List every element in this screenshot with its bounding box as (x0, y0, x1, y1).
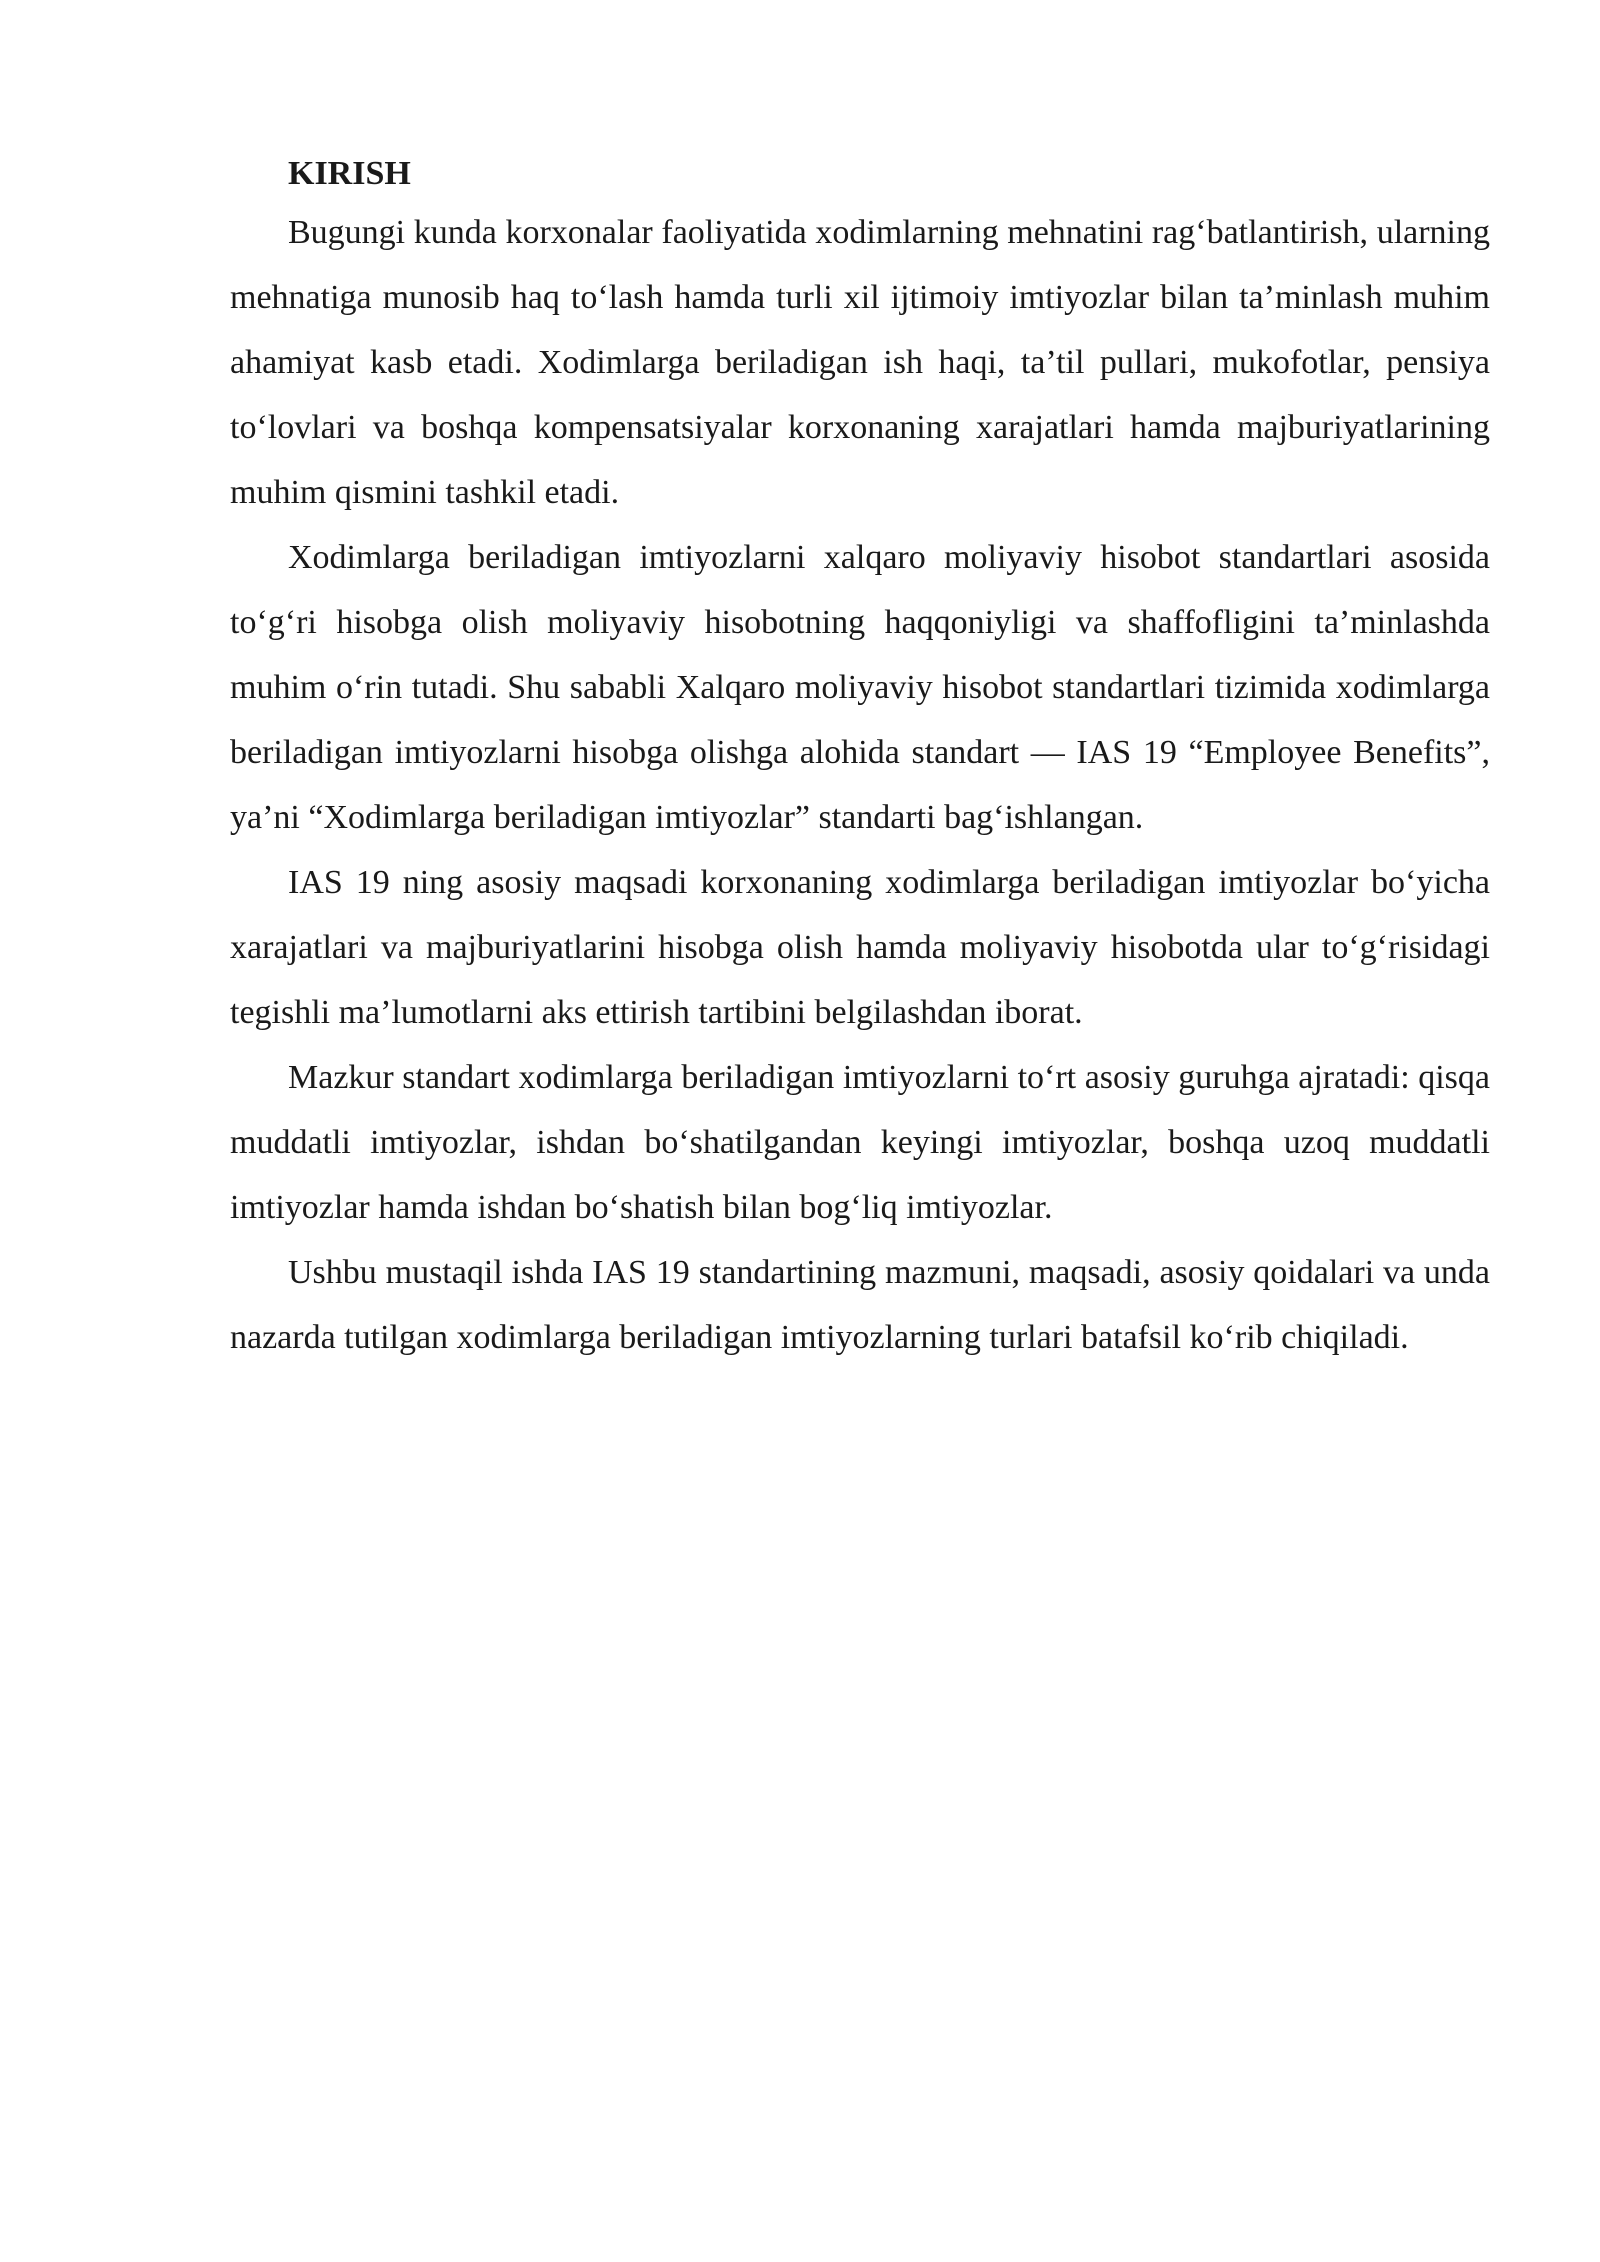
section-heading: KIRISH (288, 155, 411, 192)
paragraph-5: Ushbu mustaqil ishda IAS 19 standartining mazmuni, maqsadi, asosiy qoidalari va unda nazarda tutilgan xodimlarga beriladigan imtiyozlarning turlari batafsil ko‘rib chiqiladi. (230, 1254, 1490, 1356)
page-content (230, 148, 1490, 1370)
paragraph-3: IAS 19 ning asosiy maqsadi korxonaning xodimlarga beriladigan imtiyozlar bo‘yicha xarajatlari va majburiyatlarini hisobga olish hamda moliyaviy hisobotda ular to‘g‘risidagi tegishli ma’lumotlarni aks ettirish tartibini belgilashdan iborat. (230, 864, 1490, 1031)
paragraph-2: Xodimlarga beriladigan imtiyozlarni xalqaro moliyaviy hisobot standartlari asosida to‘g‘ri hisobga olish moliyaviy hisobotning haqqoniyligi va shaffofligini ta’minlashda muhim o‘rin tutadi. Shu sababli Xalqaro moliyaviy hisobot standartlari tizimida xodimlarga beriladigan imtiyozlarni hisobga olishga alohida standart — IAS 19 “Employee Benefits”, ya’ni “Xodimlarga beriladigan imtiyozlar” standarti bag‘ishlangan. (230, 539, 1490, 836)
paragraph-4: Mazkur standart xodimlarga beriladigan imtiyozlarni to‘rt asosiy guruhga ajratadi: qisqa muddatli imtiyozlar, ishdan bo‘shatilgandan keyingi imtiyozlar, boshqa uzoq muddatli imtiyozlar hamda ishdan bo‘shatish bilan bog‘liq imtiyozlar. (230, 1059, 1490, 1226)
paragraph-1: Bugungi kunda korxonalar faoliyatida xodimlarning mehnatini rag‘batlantirish, ularning mehnatiga munosib haq to‘lash hamda turli xil ijtimoiy imtiyozlar bilan ta’minlash muhim ahamiyat kasb etadi. Xodimlarga beriladigan ish haqi, ta’til pullari, mukofotlar, pensiya to‘lovlari va boshqa kompensatsiyalar korxonaning xarajatlari hamda majburiyatlarining muhim qismini tashkil etadi. (230, 214, 1490, 511)
